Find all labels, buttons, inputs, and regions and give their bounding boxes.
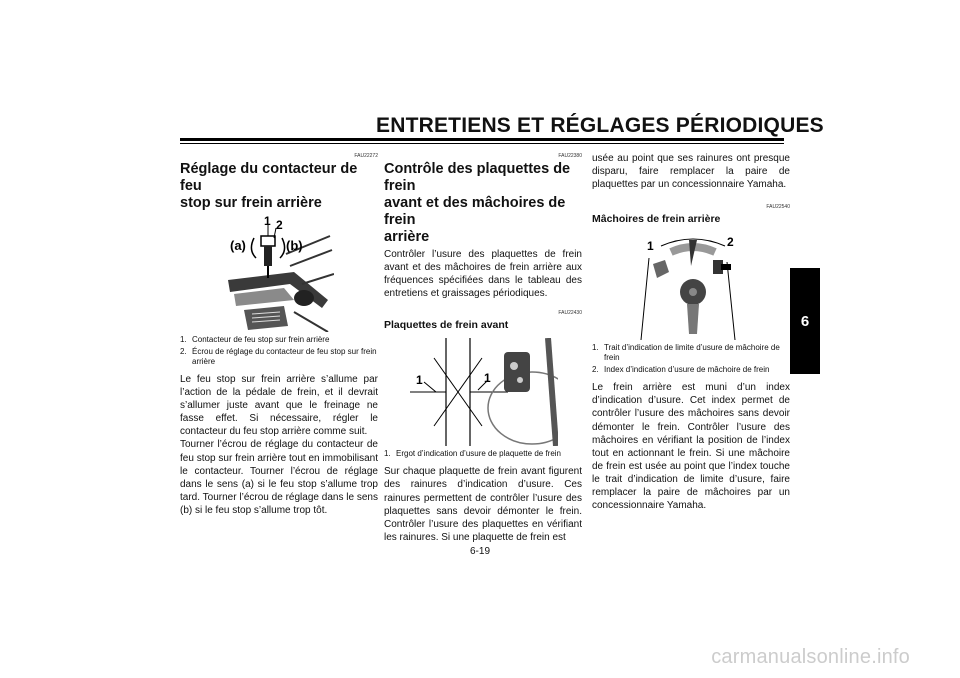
- section-code: FAU22272: [354, 153, 378, 159]
- body-paragraph: usée au point que ses rainures ont presque disparu, faire remplacer la paire de plaquettes par un concessionnaire Yamaha.: [592, 153, 790, 191]
- spring-housing: [244, 306, 288, 330]
- column-rear-brake-shoes: [592, 152, 790, 512]
- front-brake-pad-figure: [408, 338, 558, 446]
- adjust-nut: [261, 236, 275, 246]
- label-a: (a): [230, 238, 246, 253]
- chapter-tab: 6: [790, 268, 820, 374]
- body-paragraph: Tourner l’écrou de réglage du contacteur de feu stop sur frein arrière tout en immobilisant le contacteur. Tourner l’écrou de réglage dans le sens (a) si le feu stop s’allume trop tard. Tourner l’écrou de réglage dans le sens (b) si le feu stop s’allume trop tôt.: [180, 439, 378, 516]
- callout-1-right: 1: [484, 371, 491, 386]
- caption-item: 1. Contacteur de feu stop sur frein arrière: [180, 335, 330, 344]
- subsection-title: Mâchoires de frein arrière: [592, 213, 721, 226]
- figure-caption: [180, 335, 378, 367]
- column-brake-light-switch: [180, 152, 378, 517]
- body-paragraph: Le feu stop sur frein arrière s’allume par l’action de la pédale de frein, et il devrait s’allumer juste avant que le freinage ne fasse effet. Si nécessaire, régler le contacteur du feu stop arrière comme suit.: [180, 374, 378, 438]
- caption-item: 1. Trait d’indication de limite d’usure de mâchoire de frein: [592, 343, 780, 363]
- section-code: FAU22430: [558, 310, 582, 317]
- header-rule-thin: [180, 143, 784, 144]
- callout-1: 1: [264, 214, 271, 228]
- section-title: Réglage du contacteur de feu stop sur frein arrière: [180, 161, 358, 211]
- column-brake-pads: [384, 152, 582, 544]
- caption-item: 2. Écrou de réglage du contacteur de feu stop sur frein arrière: [180, 347, 377, 366]
- header-rule: [180, 138, 784, 141]
- page-number: 6-19: [469, 546, 490, 557]
- caption-item: 2. Index d’indication d’usure de mâchoire de frein: [592, 365, 770, 375]
- brake-switch-figure: [224, 214, 334, 332]
- section-code: FAU22380: [558, 153, 582, 159]
- pivot-bolt: [294, 290, 314, 306]
- figure-caption: [384, 449, 582, 459]
- body-paragraph: Le frein arrière est muni d’un index d’indication d’usure. Cet index permet de contrôler l’usure des mâchoires sans devoir démonter le frein. Contrôler l’usure des mâchoires en vérifiant la position de l’index tout en actionnant le frein. Si une mâchoire de frein est usée au point que l’index touche le trait d’indication de limite d’usure, faire remplacer la paire de mâchoires par un concessionnaire Yamaha.: [592, 382, 790, 512]
- caption-item: 1. Ergot d’indication d’usure de plaquette de frein: [384, 449, 561, 459]
- caliper: [504, 352, 530, 392]
- switch-body: [264, 246, 272, 266]
- callout-2: 2: [727, 235, 734, 250]
- subsection-title: Plaquettes de frein avant: [384, 319, 509, 332]
- section-code: FAU22540: [766, 204, 790, 211]
- rear-brake-shoe-figure: [631, 234, 751, 340]
- callout-1-left: 1: [416, 373, 423, 388]
- page-title: ENTRETIENS ET RÉGLAGES PÉRIODIQUES: [376, 114, 824, 137]
- body-paragraph: Contrôler l’usure des plaquettes de frein avant et des mâchoires de frein arrière aux fréquences spécifiées dans le tableau des entretiens et graissages périodiques.: [384, 249, 582, 300]
- body-paragraph: Sur chaque plaquette de frein avant figurent des rainures d’indication d’usure. Ces rainures permettent de contrôler l’usure des plaquettes sans devoir démonter le frein. Contrôler l’usure des plaquettes en vérifiant les rainures. Si une plaquette de frein est: [384, 466, 582, 543]
- label-b: (b): [286, 238, 303, 253]
- callout-2: 2: [276, 218, 283, 232]
- watermark: carmanualsonline.info: [711, 646, 910, 668]
- callout-1: 1: [647, 239, 654, 254]
- figure-caption: [592, 343, 790, 375]
- section-title: Contrôle des plaquettes de frein avant et des mâchoires de frein arrière: [384, 161, 571, 245]
